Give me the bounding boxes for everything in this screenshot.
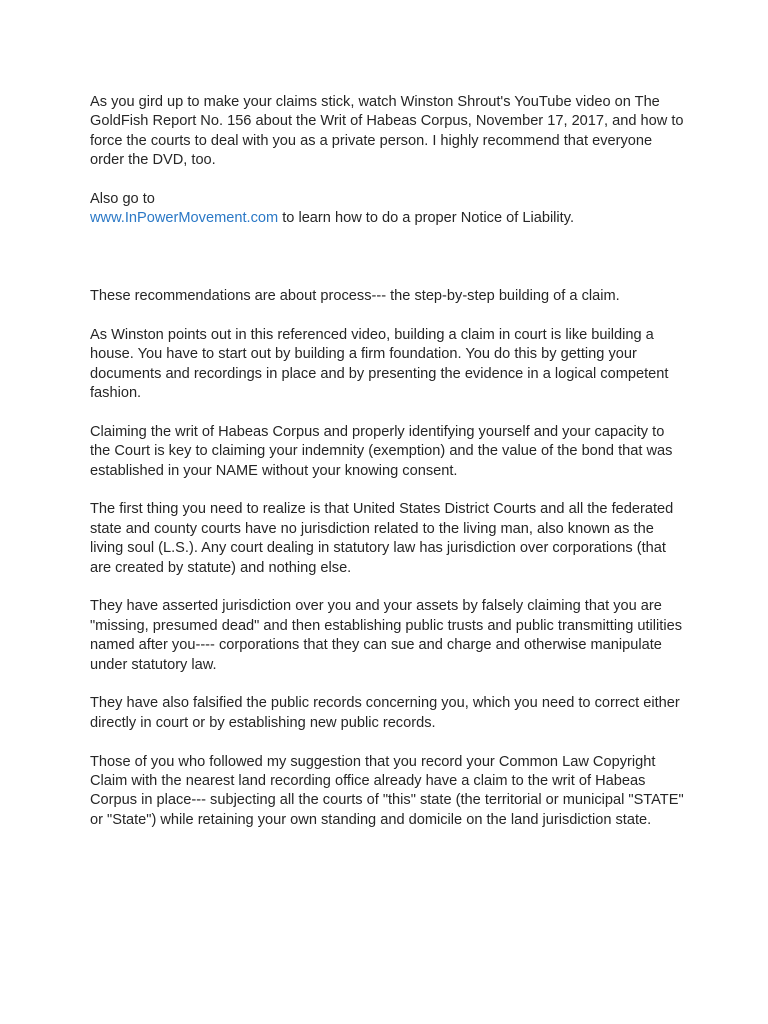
- body-paragraph-habeas: Claiming the writ of Habeas Corpus and properly identifying yourself and your capacity to the Court is key to claiming your indemnity (exemption) and the value of the bond that was established in your NAME without your knowing consent.: [90, 423, 673, 479]
- also-lead: Also go to: [90, 191, 155, 208]
- body-paragraph-jurisdiction: They have asserted jurisdiction over you and your assets by falsely claiming that you are "missing, presumed dead" and then establishing public trusts and public transmitting utilities named after you---- corporations that they can sue and charge and otherwise manipulate under statutory law.: [90, 598, 682, 673]
- also-rest: to learn how to do a proper Notice of Liability.: [278, 210, 574, 227]
- inpower-movement-link[interactable]: www.InPowerMovement.com: [90, 210, 279, 227]
- body-paragraph-copyright: Those of you who followed my suggestion that you record your Common Law Copyright Claim with the nearest land recording office already have a claim to the writ of Habeas Corpus in place--- subjecting all the courts of "this" state (the territorial or municipal "STATE" or "State") while retaining your own standing and domicile on the land jurisdiction state.: [90, 753, 684, 828]
- body-paragraph-process: These recommendations are about process--- the step-by-step building of a claim.: [90, 288, 620, 305]
- body-paragraph-records: They have also falsified the public records concerning you, which you need to correct either directly in court or by establishing new public records.: [90, 695, 680, 731]
- also-paragraph: [90, 190, 688, 229]
- body-paragraph-courts: The first thing you need to realize is that United States District Courts and all the federated state and county courts have no jurisdiction related to the living man, also known as the living soul (L.S.). Any court dealing in statutory law has jurisdiction over corporations (that are created by statute) and nothing else.: [90, 501, 674, 576]
- body-paragraph-house: As Winston points out in this referenced video, building a claim in court is like building a house. You have to start out by building a firm foundation. You do this by getting your documents and recordings in place and by presenting the evidence in a logical competent fashion.: [90, 326, 669, 402]
- intro-paragraph: As you gird up to make your claims stick, watch Winston Shrout's YouTube video on The GoldFish Report No. 156 about the Writ of Habeas Corpus, November 17, 2017, and how to force the courts to deal with you as a private person. I highly recommend that everyone order the DVD, too.: [90, 94, 684, 169]
- blank-space: [90, 248, 688, 287]
